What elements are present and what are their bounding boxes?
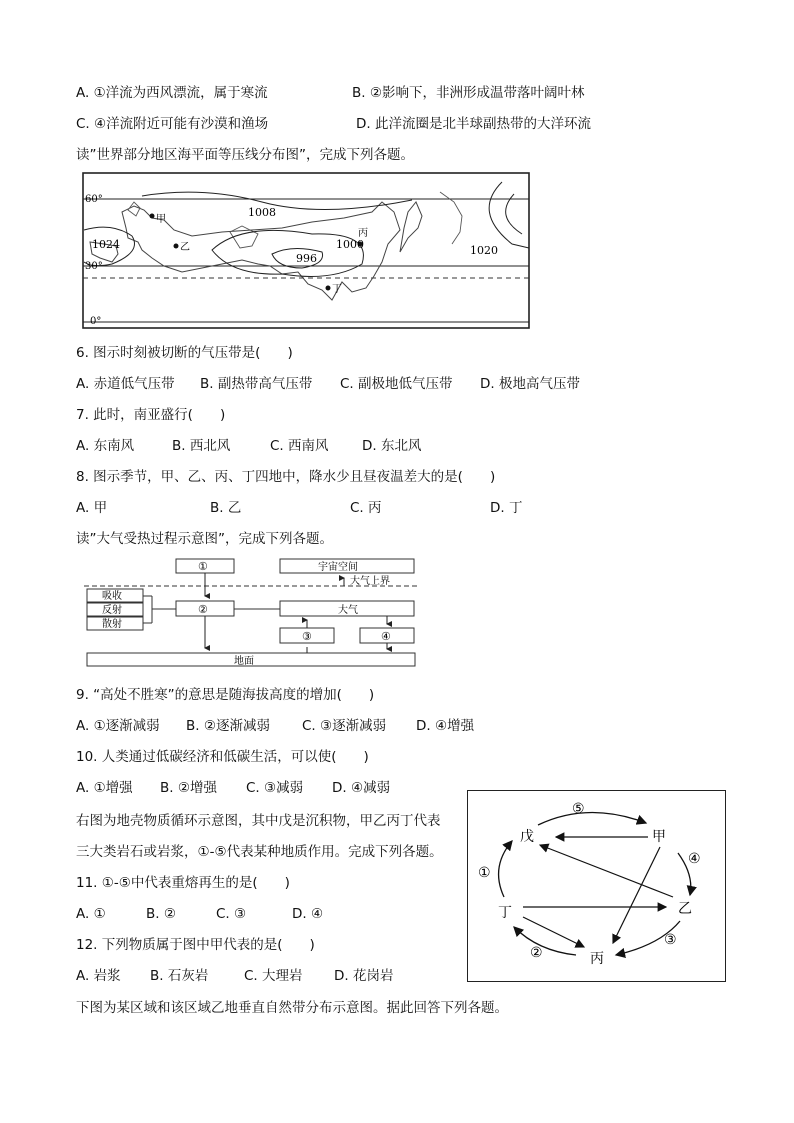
cycle-jia-label: 甲 [652,829,666,845]
map-intro: 读”世界部分地区海平面等压线分布图”，完成下列各题。 [76,147,414,163]
q12-option-b: B. 石灰岩 [150,968,209,984]
isobar-1020-label: 1020 [470,244,498,257]
q10-option-a: A. ①增强 [76,780,133,796]
atm-intro: 读”大气受热过程示意图”，完成下列各题。 [76,531,333,547]
lat-60-label: 60° [85,194,103,205]
q6-option-c: C. 副极地低气压带 [340,376,453,392]
q11-stem: 11. ①-⑤中代表重熔再生的是( ) [76,875,290,891]
q8-option-c: C. 丙 [350,500,382,516]
q8-option-a: A. 甲 [76,500,108,516]
cycle-yi-label: 乙 [678,901,692,917]
isobar-996-label: 996 [296,252,317,265]
atm-reflect-label: 反射 [102,605,122,616]
lat-0-label: 0° [90,316,102,327]
q7-option-a: A. 东南风 [76,438,135,454]
q5-option-d: D. 此洋流圈是北半球副热带的大洋环流 [356,116,591,132]
q7-stem: 7. 此时，南亚盛行( ) [76,407,226,423]
q10-option-d: D. ④减弱 [332,780,391,796]
cycle-intro-line-2: 三大类岩石或岩浆，①-⑤代表某种地质作用。完成下列各题。 [76,844,443,860]
isobar-1000-label: 1000 [336,238,364,251]
rock-cycle-diagram [468,791,725,981]
atm-upper-label: 大气上界 [350,576,390,587]
point-jia-label: 甲 [156,214,166,225]
rock-cycle-diagram-frame [467,790,726,982]
q7-option-d: D. 东北风 [362,438,422,454]
atm-ground-label: 地面 [234,656,254,667]
atm-box-1-label: ① [198,560,208,573]
q8-stem: 8. 图示季节，甲、乙、丙、丁四地中，降水少且昼夜温差大的是( ) [76,469,496,485]
atm-box-3-label: ③ [302,630,312,643]
q11-option-a: A. ① [76,906,106,922]
q6-option-a: A. 赤道低气压带 [76,376,175,392]
q5-option-b: B. ②影响下，非洲形成温带落叶阔叶林 [352,85,585,101]
isobar-1008-label: 1008 [248,206,276,219]
last-intro: 下图为某区域和该区域乙地垂直自然带分布示意图。据此回答下列各题。 [76,1000,508,1016]
q9-option-c: C. ③逐渐减弱 [302,718,387,734]
atm-absorb-label: 吸收 [102,591,122,602]
atmosphere-heating-diagram [84,556,418,670]
q9-option-a: A. ①逐渐减弱 [76,718,160,734]
q10-option-c: C. ③减弱 [246,780,304,796]
point-bing-label: 丙 [358,228,368,239]
atm-scatter-label: 散射 [102,619,122,630]
atm-atmosphere-label: 大气 [338,605,358,616]
q7-option-c: C. 西南风 [270,438,329,454]
q11-option-b: B. ② [146,906,176,922]
q12-option-d: D. 花岗岩 [334,968,394,984]
isobar-map [82,172,530,330]
q8-option-d: D. 丁 [490,500,523,516]
q9-option-b: B. ②逐渐减弱 [186,718,270,734]
point-ding-label: 丁 [332,284,342,295]
atm-space-label: 宇宙空间 [318,562,358,573]
q7-option-b: B. 西北风 [172,438,231,454]
isobar-1024-label: 1024 [92,238,120,251]
atm-box-2-label: ② [198,603,208,616]
q10-option-b: B. ②增强 [160,780,217,796]
q12-option-a: A. 岩浆 [76,968,121,984]
cycle-process-2-label: ② [530,945,543,961]
q11-option-c: C. ③ [216,906,247,922]
q12-stem: 12. 下列物质属于图中甲代表的是( ) [76,937,315,953]
cycle-process-3-label: ③ [664,932,677,948]
cycle-process-4-label: ④ [688,851,701,867]
q12-option-c: C. 大理岩 [244,968,303,984]
cycle-ding-label: 丁 [498,905,512,921]
q6-stem: 6. 图示时刻被切断的气压带是( ) [76,345,293,361]
q5-option-c: C. ④洋流附近可能有沙漠和渔场 [76,116,269,132]
cycle-wu-label: 戊 [520,829,534,845]
q8-option-b: B. 乙 [210,500,242,516]
q6-option-b: B. 副热带高气压带 [200,376,313,392]
q10-stem: 10. 人类通过低碳经济和低碳生活，可以使( ) [76,749,369,765]
point-yi-label: 乙 [180,242,190,253]
q5-option-a: A. ①洋流为西风漂流，属于寒流 [76,85,268,101]
cycle-intro-line-1: 右图为地壳物质循环示意图，其中戊是沉积物，甲乙丙丁代表 [76,813,441,829]
cycle-process-1-label: ① [478,865,491,881]
q6-option-d: D. 极地高气压带 [480,376,580,392]
atm-box-4-label: ④ [381,630,391,643]
q9-stem: 9. “高处不胜寒”的意思是随海拔高度的增加( ) [76,687,375,703]
q9-option-d: D. ④增强 [416,718,475,734]
cycle-process-5-label: ⑤ [572,801,585,817]
q11-option-d: D. ④ [292,906,324,922]
cycle-bing-label: 丙 [590,951,604,967]
lat-30-label: 30° [85,261,103,272]
